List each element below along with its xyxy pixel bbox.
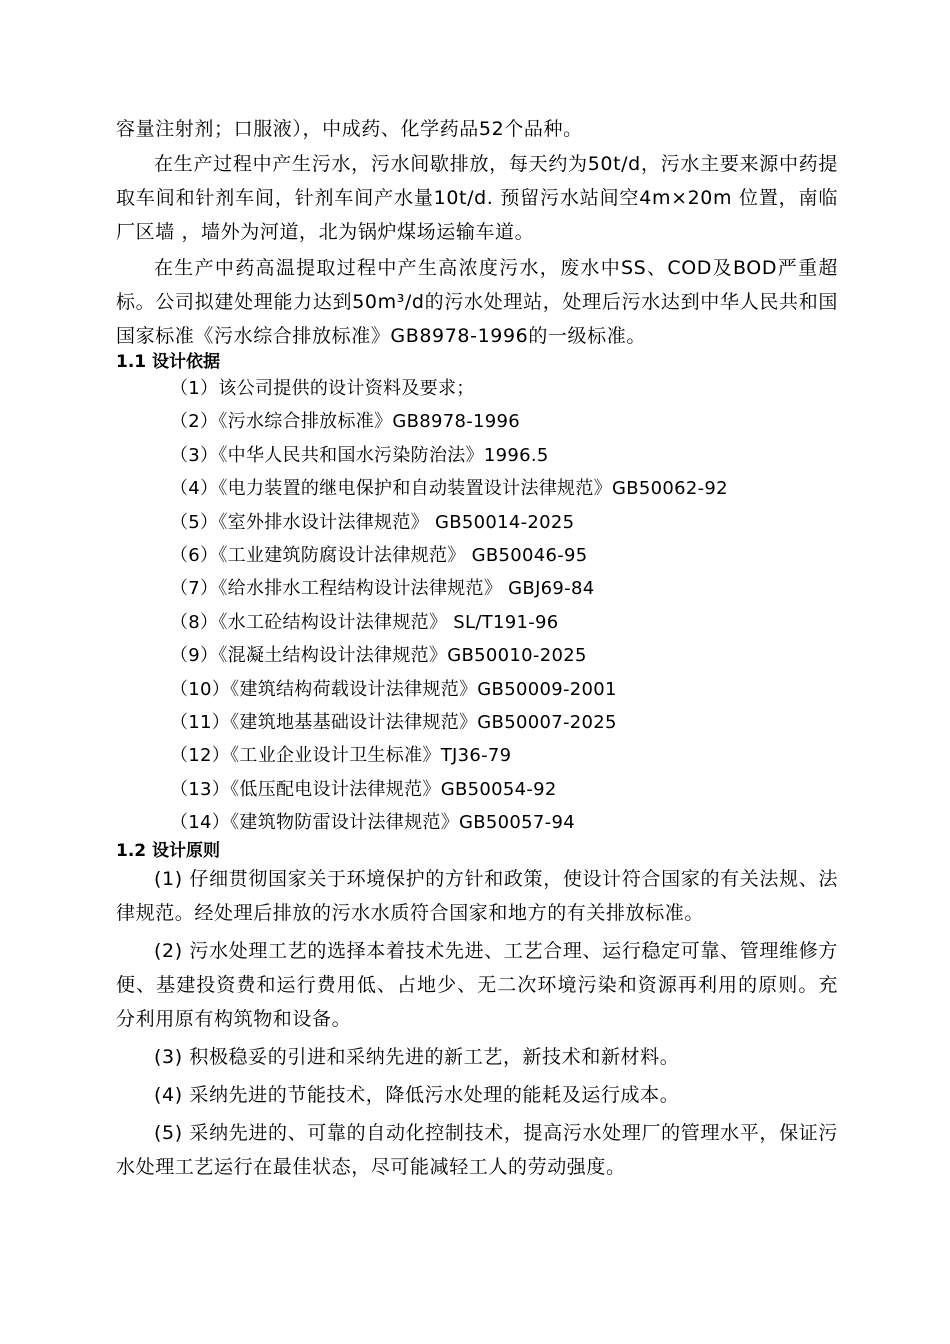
reference-item: （1）该公司提供的设计资料及要求； xyxy=(170,378,475,399)
section-heading-1-1: 1.1 设计依据 xyxy=(116,352,221,372)
reference-item: （8）《水工砼结构设计法律规范》 SL/T191-96 xyxy=(170,611,559,633)
reference-item: （10）《建筑结构荷载设计法律规范》GB50009-2001 xyxy=(170,678,617,700)
reference-item: （6）《工业建筑防腐设计法律规范》 GB50046-95 xyxy=(170,545,588,567)
reference-item: （11）《建筑地基基础设计法律规范》GB50007-2025 xyxy=(170,712,617,734)
intro-line: 容量注射剂；口服液），中成药、化学药品52个品种。 xyxy=(116,118,583,140)
reference-list xyxy=(116,372,838,840)
reference-item: （13）《低压配电设计法律规范》GB50054-92 xyxy=(170,778,557,800)
principle-item: (4) 采纳先进的节能技术，降低污水处理的能耗及运行成本。 xyxy=(154,1083,680,1106)
principle-item: (5) 采纳先进的、可靠的自动化控制技术，提高污水处理厂的管理水平，保证污水处理工艺运行在最佳状态，尽可能减轻工人的劳动强度。 xyxy=(116,1121,838,1178)
reference-item: （4）《电力装置的继电保护和自动装置设计法律规范》GB50062-92 xyxy=(170,478,728,500)
principle-item: (2) 污水处理工艺的选择本着技术先进、工艺合理、运行稳定可靠、管理维修方便、基建投资费和运行费用低、占地少、无二次环境污染和资源再利用的原则。充分利用原有构筑物和设备。 xyxy=(116,939,838,1030)
reference-item: （2）《污水综合排放标准》GB8978-1996 xyxy=(170,411,521,433)
reference-item: （14）《建筑物防雷设计法律规范》GB50057-94 xyxy=(170,812,575,834)
intro-paragraph-2: 在生产中药高温提取过程中产生高浓度污水，废水中SS、COD及BOD严重超标。公司拟建处理能力达到50m³/d的污水处理站，处理后污水达到中华人民共和国国家标准《污水综合排放标准》GB8978-1996的一级标准。 xyxy=(116,257,838,347)
reference-item: （5）《室外排水设计法律规范》 GB50014-2025 xyxy=(170,511,575,533)
document-body xyxy=(116,112,838,1184)
principle-item: (3) 积极稳妥的引进和采纳先进的新工艺，新技术和新材料。 xyxy=(154,1045,680,1068)
reference-item: （9）《混凝土结构设计法律规范》GB50010-2025 xyxy=(170,645,587,667)
reference-item: （3）《中华人民共和国水污染防治法》1996.5 xyxy=(170,444,549,466)
intro-paragraph-1: 在生产过程中产生污水，污水间歇排放，每天约为50t/d，污水主要来源中药提取车间和针剂车间，针剂车间产水量10t/d. 预留污水站间空4m×20m 位置，南临厂区墙 ，墙外为河道，北为锅炉煤场运输车道。 xyxy=(116,153,838,243)
section-heading-1-2: 1.2 设计原则 xyxy=(116,840,221,861)
reference-item: （7）《给水排水工程结构设计法律规范》 GBJ69-84 xyxy=(170,578,595,600)
principles-list xyxy=(116,862,838,1184)
principle-item: (1) 仔细贯彻国家关于环境保护的方针和政策，使设计符合国家的有关法规、法律规范。经处理后排放的污水水质符合国家和地方的有关排放标准。 xyxy=(116,867,838,924)
reference-item: （12）《工业企业设计卫生标准》TJ36-79 xyxy=(170,745,512,767)
